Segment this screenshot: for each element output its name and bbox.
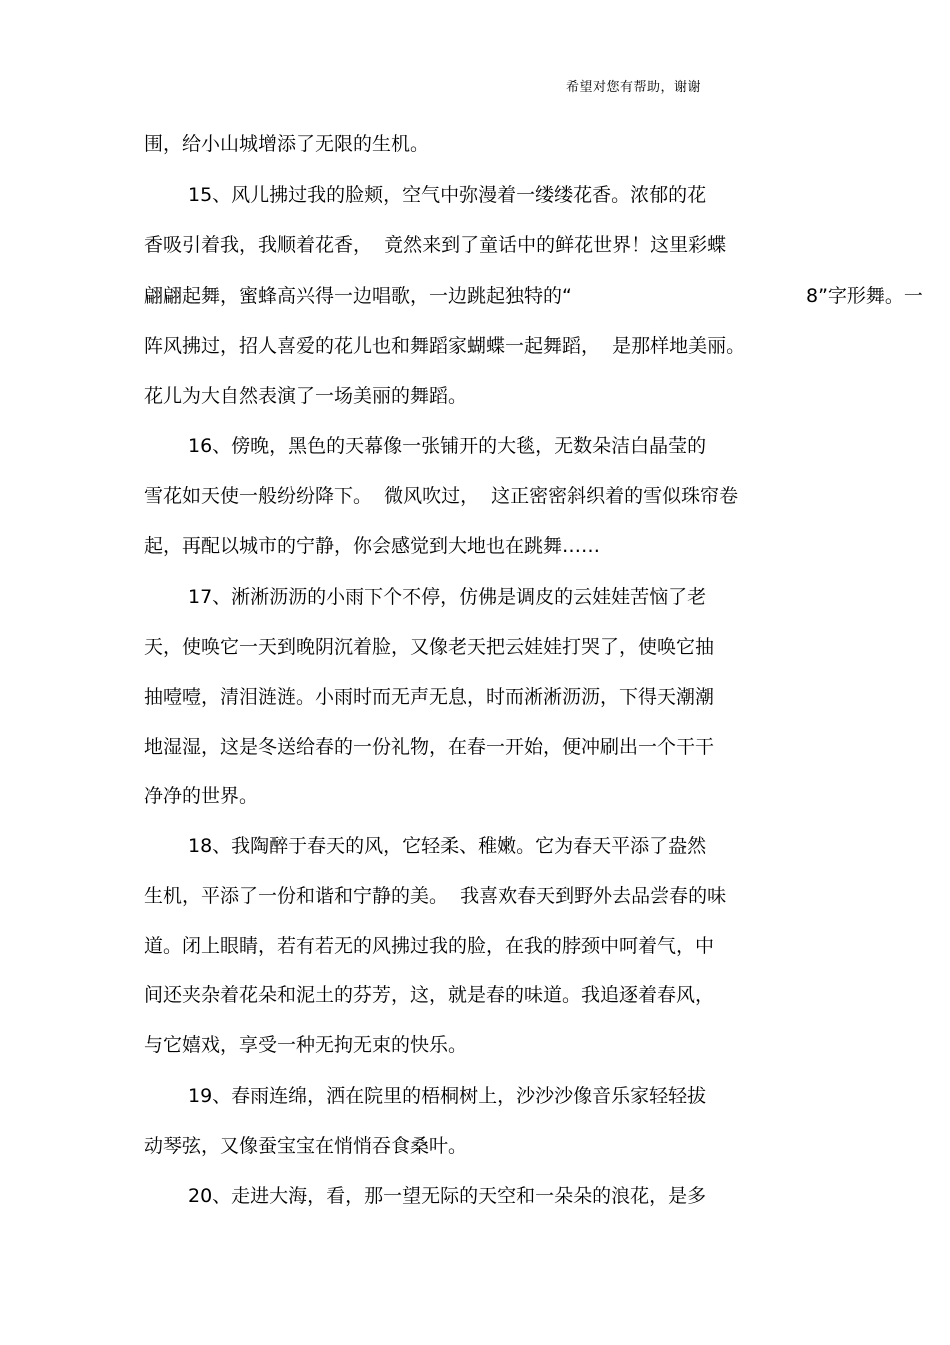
text-line: 与它嬉戏，享受一种无拘无束的快乐。 xyxy=(144,1034,468,1056)
text-line: 雪花如天使一般纷纷降下。 微风吹过， 这正密密斜织着的雪似珠帘卷 xyxy=(144,485,739,507)
text-line: 花儿为大自然表演了一场美丽的舞蹈。 xyxy=(144,385,468,407)
paragraph-18-start: 18、我陶醉于春天的风，它轻柔、稚嫩。它为春天平添了盎然 xyxy=(188,835,707,857)
text-line: 间还夹杂着花朵和泥土的芬芳，这，就是春的味道。我追逐着春风， xyxy=(144,984,715,1006)
text-line: 起，再配以城市的宁静，你会感觉到大地也在跳舞…… xyxy=(144,535,601,557)
text-line: 翩翩起舞，蜜蜂高兴得一边唱歌，一边跳起独特的“ xyxy=(144,285,572,307)
text-line: 围，给小山城增添了无限的生机。 xyxy=(144,133,430,155)
text-line: 香吸引着我，我顺着花香， 竟然来到了童话中的鲜花世界！这里彩蝶 xyxy=(144,234,727,256)
text-line: 净净的世界。 xyxy=(144,785,259,807)
paragraph-17-start: 17、淅淅沥沥的小雨下个不停，仿佛是调皮的云娃娃苦恼了老 xyxy=(188,586,707,608)
paragraph-15-start: 15、风儿拂过我的脸颊，空气中弥漫着一缕缕花香。浓郁的花 xyxy=(188,184,707,206)
paragraph-19-start: 19、春雨连绵，洒在院里的梧桐树上，沙沙沙像音乐家轻轻拔 xyxy=(188,1085,707,1107)
text-line: 阵风拂过，招人喜爱的花儿也和舞蹈家蝴蝶一起舞蹈， 是那样地美丽。 xyxy=(144,335,746,357)
paragraph-20-start: 20、走进大海，看，那一望无际的天空和一朵朵的浪花，是多 xyxy=(188,1185,707,1207)
paragraph-16-start: 16、傍晚，黑色的天幕像一张铺开的大毯，无数朵洁白晶莹的 xyxy=(188,435,707,457)
text-line: 抽噎噎，清泪涟涟。小雨时而无声无息，时而淅淅沥沥，下得天潮潮 xyxy=(144,686,715,708)
text-line: 道。闭上眼睛，若有若无的风拂过我的脸，在我的脖颈中呵着气，中 xyxy=(144,935,715,957)
text-line: 生机，平添了一份和谐和宁静的美。 我喜欢春天到野外去品尝春的味 xyxy=(144,885,727,907)
text-line: 8”字形舞。一 xyxy=(806,285,923,307)
text-line: 动琴弦，又像蚕宝宝在悄悄吞食桑叶。 xyxy=(144,1135,468,1157)
text-line: 天，使唤它一天到晚阴沉着脸，又像老天把云娃娃打哭了，使唤它抽 xyxy=(144,636,715,658)
text-line: 地湿湿，这是冬送给春的一份礼物，在春一开始，便冲刷出一个干干 xyxy=(144,736,715,758)
page-header: 希望对您有帮助，谢谢 xyxy=(566,80,702,95)
